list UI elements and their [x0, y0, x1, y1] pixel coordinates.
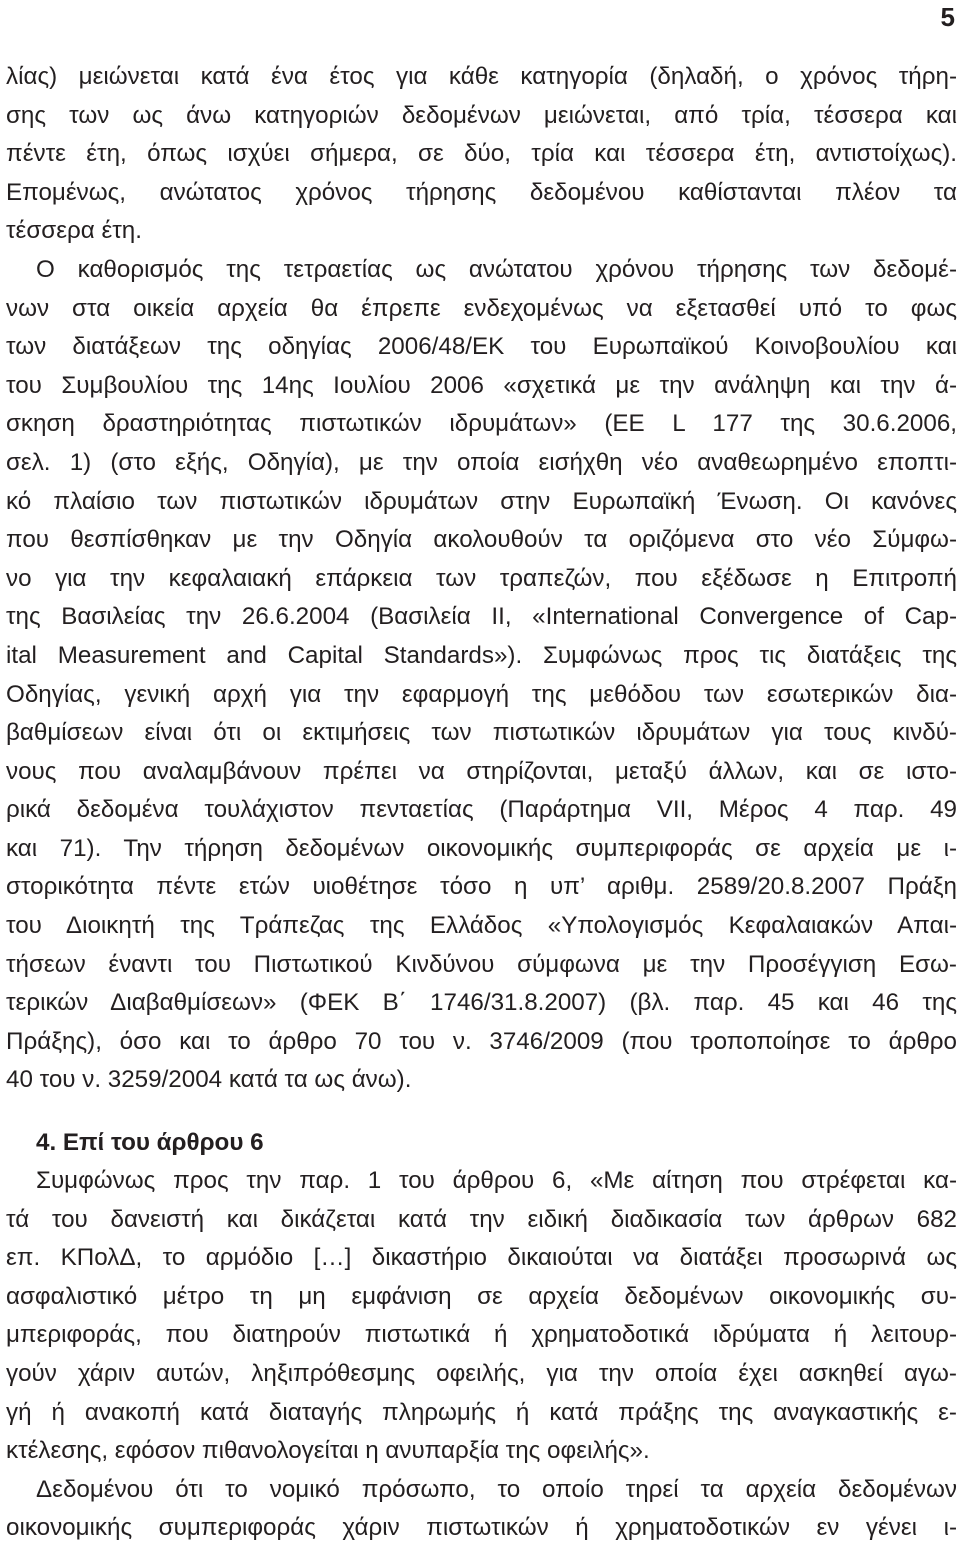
text-line: τά του δανειστή και δικάζεται κατά την ειδική διαδικασία των άρθρων 682	[6, 1205, 957, 1233]
text-line: σκηση δραστηριότητας πιστωτικών ιδρυμάτων» (ΕΕ L 177 της 30.6.2006,	[6, 410, 957, 438]
text-line: και 71). Την τήρηση δεδομένων οικονομικής συμπεριφοράς σε αρχεία με ι-	[6, 834, 957, 862]
text-line: σης των ως άνω κατηγοριών δεδομένων μειώνεται, από τρία, τέσσερα και	[6, 101, 957, 129]
text-line: ασφαλιστικό μέτρο τη μη εμφάνιση σε αρχεία δεδομένων οικονομικής συ-	[6, 1282, 957, 1310]
text-line: 40 του ν. 3259/2004 κατά τα ως άνω).	[6, 1066, 412, 1094]
text-line: οικονομικής συμπεριφοράς χάριν πιστωτικών ή χρηματοδοτικών εν γένει ι-	[6, 1514, 957, 1542]
text-line: Πράξης), όσο και το άρθρο 70 του ν. 3746/2009 (που τροποποίησε το άρθρο	[6, 1027, 957, 1055]
text-line: του Διοικητή της Τράπεζας της Ελλάδος «Υπολογισμός Κεφαλαιακών Απαι-	[6, 912, 957, 940]
paragraph-block-bottom	[6, 1162, 957, 1548]
text-line: της Βασιλείας την 26.6.2004 (Βασιλεία ΙΙ, «International Convergence of Cap-	[6, 603, 957, 631]
text-line: τήσεων έναντι του Πιστωτικού Κινδύνου σύμφωνα με την Προσέγγιση Εσω-	[6, 950, 957, 978]
page-number: 5	[940, 2, 955, 32]
text-line: κό πλαίσιο των πιστωτικών ιδρυμάτων στην Ευρωπαϊκή Ένωση. Οι κανόνες	[6, 487, 957, 515]
text-line: Ο καθορισμός της τετραετίας ως ανώτατου χρόνου τήρησης των δεδομέ-	[36, 255, 957, 283]
text-line: στορικότητα πέντε ετών υιοθέτησε τόσο η υπ’ αριθμ. 2589/20.8.2007 Πράξη	[6, 873, 957, 901]
text-line: ρικά δεδομένα τουλάχιστον πενταετίας (Παράρτημα VII, Μέρος 4 παρ. 49	[6, 796, 957, 824]
text-line: Συμφώνως προς την παρ. 1 του άρθρου 6, «Με αίτηση που στρέφεται κα-	[36, 1167, 957, 1194]
section-heading: 4. Επί του άρθρου 6	[36, 1129, 264, 1156]
text-line: τερικών Διαβαθμίσεων» (ΦΕΚ Β΄ 1746/31.8.2007) (βλ. παρ. 45 και 46 της	[6, 989, 957, 1017]
text-line: τέσσερα έτη.	[6, 217, 142, 245]
text-line: κτέλεσης, εφόσον πιθανολογείται η ανυπαρξία της οφειλής».	[6, 1437, 650, 1465]
text-line: νο για την κεφαλαιακή επάρκεια των τραπεζών, που εξέδωσε η Επιτροπή	[6, 564, 957, 592]
text-line: νων στα οικεία αρχεία θα έπρεπε ενδεχομένως να εξετασθεί υπό το φως	[6, 294, 957, 322]
text-line: πέντε έτη, όπως ισχύει σήμερα, σε δύο, τρία και τέσσερα έτη, αντιστοίχως).	[6, 140, 957, 168]
text-line: βαθμίσεων είναι ότι οι εκτιμήσεις των πιστωτικών ιδρυμάτων για τους κινδύ-	[6, 719, 957, 747]
text-line: του Συμβουλίου της 14ης Ιουλίου 2006 «σχετικά με την ανάληψη και την ά-	[6, 371, 957, 399]
text-line: Οδηγίας, γενική αρχή για την εφαρμογή της μεθόδου των εσωτερικών δια-	[6, 680, 957, 708]
text-line: γή ή ανακοπή κατά διαταγής πληρωμής ή κατά πράξης της αναγκαστικής ε-	[6, 1398, 957, 1426]
text-line: γούν χάριν αυτών, ληξιπρόθεσμης οφειλής, για την οποία έχει ασκηθεί αγω-	[6, 1359, 957, 1387]
text-line: νους που αναλαμβάνουν πρέπει να στηρίζονται, μεταξύ άλλων, και σε ιστο-	[6, 757, 957, 785]
text-line: λίας) μειώνεται κατά ένα έτος για κάθε κατηγορία (δηλαδή, ο χρόνος τήρη-	[6, 63, 957, 90]
text-line: ital Measurement and Capital Standards»). Συμφώνως προς τις διατάξεις της	[6, 641, 957, 669]
text-line: Επομένως, ανώτατος χρόνος τήρησης δεδομένου καθίστανται πλέον τα	[6, 178, 957, 206]
text-line: Δεδομένου ότι το νομικό πρόσωπο, το οποίο τηρεί τα αρχεία δεδομένων	[36, 1475, 957, 1503]
text-line: των διατάξεων της οδηγίας 2006/48/ΕΚ του Ευρωπαϊκού Κοινοβουλίου και	[6, 333, 957, 361]
text-line: μπεριφοράς, που διατηρούν πιστωτικά ή χρηματοδοτικά ιδρύματα ή λειτουρ-	[6, 1321, 957, 1349]
paragraph-block-top	[6, 58, 957, 1100]
text-line: που θεσπίσθηκαν με την Οδηγία ακολουθούν τα οριζόμενα στο νέο Σύμφω-	[6, 526, 957, 554]
text-line: σελ. 1) (στο εξής, Οδηγία), με την οποία εισήχθη νέο αναθεωρημένο εποπτι-	[6, 448, 957, 476]
text-line: επ. ΚΠολΔ, το αρμόδιο […] δικαστήριο δικαιούται να διατάξει προσωρινά ως	[6, 1244, 957, 1272]
